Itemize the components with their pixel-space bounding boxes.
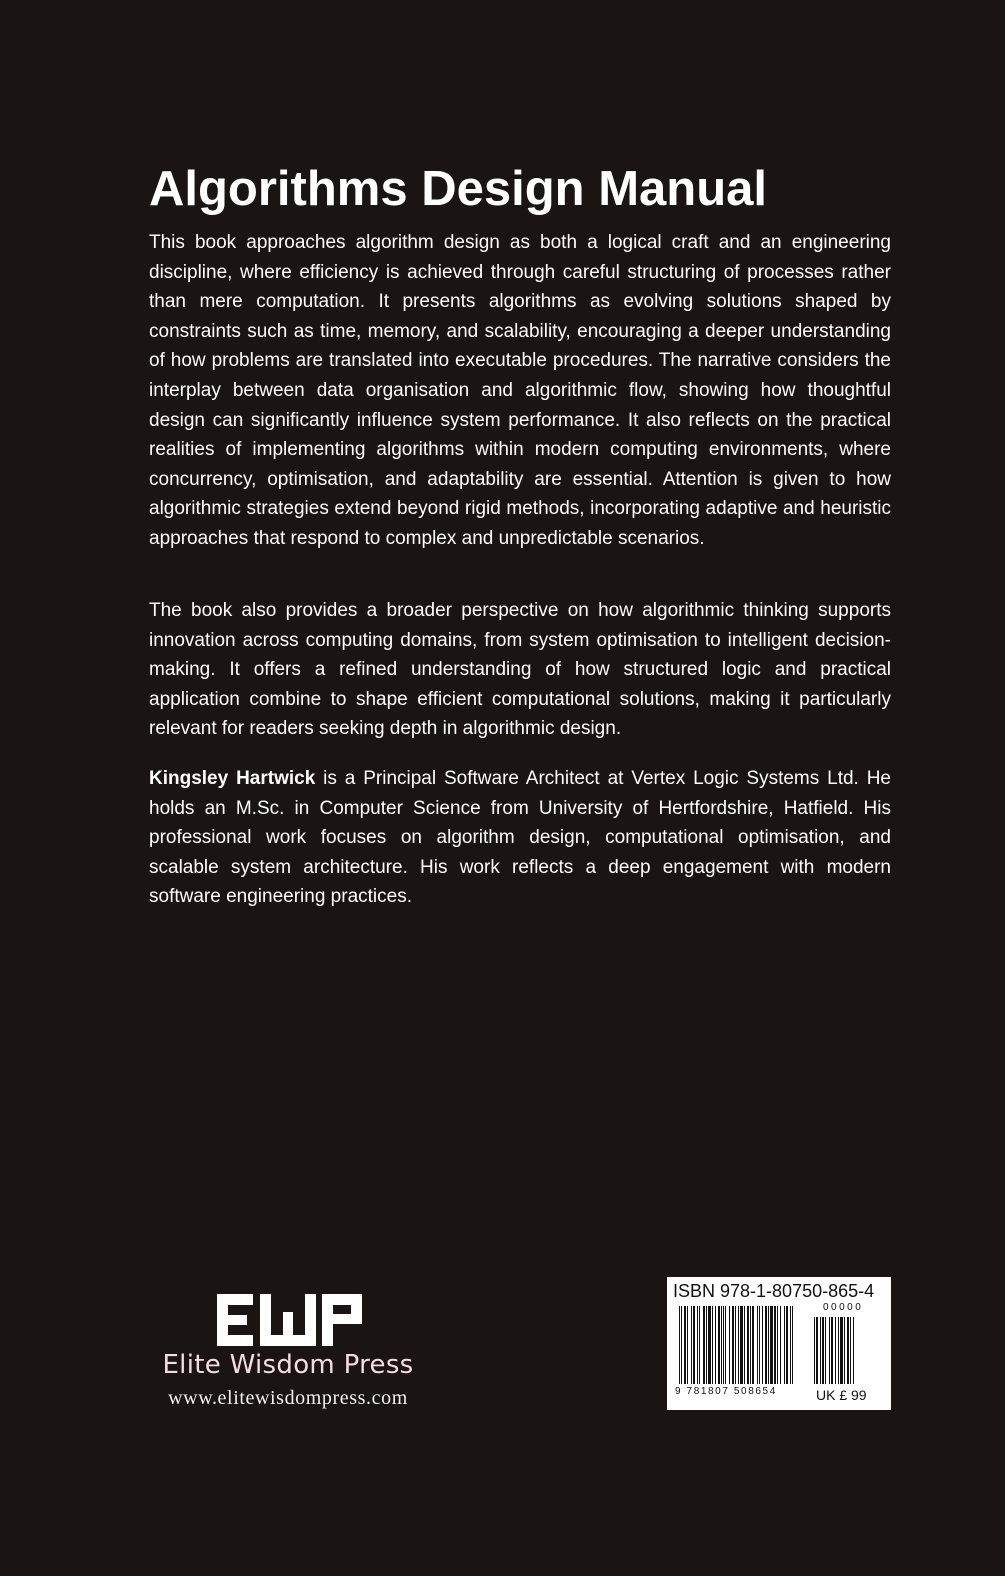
description-paragraph-2: The book also provides a broader perspective on how algorithmic thinking supports innovation across computing domains, from system optimisation to intelligent decision-making. It offers a refined understanding of how structured logic and practical application combine to shape efficient computational solutions, making it particularly relevant for readers seeking depth in algorithmic design.: [149, 600, 891, 740]
barcode-bars-icon: [679, 1306, 799, 1384]
author-bio: [149, 764, 891, 912]
publisher-logo-icon: [217, 1292, 363, 1348]
barcode-digits: 9 781807 508654: [675, 1386, 777, 1397]
isbn-barcode: [667, 1277, 891, 1410]
price-code: 00000: [823, 1302, 864, 1313]
book-title: Algorithms Design Manual: [149, 162, 768, 216]
isbn-label: ISBN 978-1-80750-865-4: [673, 1281, 875, 1301]
publisher-url: www.elitewisdompress.com: [168, 1387, 408, 1409]
price-label: UK £ 99: [816, 1387, 867, 1403]
publisher-name: Elite Wisdom Press: [162, 1350, 414, 1380]
addon-barcode-bars-icon: [814, 1317, 874, 1384]
author-name: Kingsley Hartwick: [149, 768, 316, 789]
description-paragraph-1: This book approaches algorithm design as both a logical craft and an engineering discipline, where efficiency is achieved through careful structuring of processes rather than mere computation. It presents algorithms as evolving solutions shaped by constraints such as time, memory, and scalability, encouraging a deeper understanding of how problems are translated into executable procedures. The narrative considers the interplay between data organisation and algorithmic flow, showing how thoughtful design can significantly influence system performance. It also reflects on the practical realities of implementing algorithms within modern computing environments, where concurrency, optimisation, and adaptability are essential. Attention is given to how algorithmic strategies extend beyond rigid methods, incorporating adaptive and heuristic approaches that respond to complex and unpredictable scenarios.: [149, 232, 891, 549]
author-bio-text: is a Principal Software Architect at Vertex Logic Systems Ltd. He holds an M.Sc. in Computer Science from University of Hertfordshire, Hatfield. His professional work focuses on algorithm design, computational optimisation, and scalable system architecture. His work reflects a deep engagement with modern software engineering practices.: [149, 768, 891, 908]
